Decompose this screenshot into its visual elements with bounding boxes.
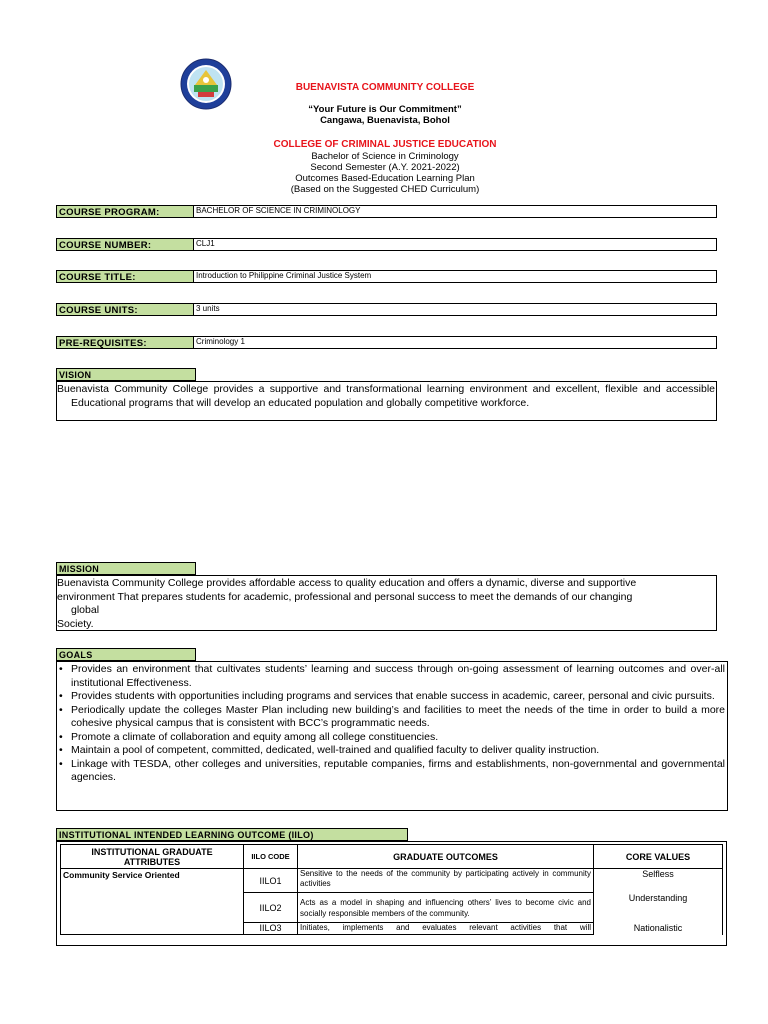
values-header: CORE VALUES <box>594 845 723 869</box>
code-header: IILO CODE <box>244 845 298 869</box>
iilo-table <box>60 844 723 935</box>
goal-item: • Linkage with TESDA, other colleges and universities, reputable companies, firms and establishments, non-governmental and governmental agencies. <box>57 758 725 785</box>
college-name: BUENAVISTA COMMUNITY COLLEGE <box>295 82 475 93</box>
iilo-header-row <box>61 845 723 869</box>
graduate-outcome: Acts as a model in shaping and influencing others’ lives to become civic and socially responsible members of the community. <box>298 893 594 923</box>
core-value: Understanding <box>594 893 723 923</box>
graduate-outcome: Sensitive to the needs of the community by participating actively in community activities <box>298 869 594 893</box>
mission-line-2: environment That prepares students for academic, professional and personal success to meet the demands of our changing <box>57 590 633 603</box>
college-motto: “Your Future is Our Commitment” <box>308 104 462 115</box>
program-name: Bachelor of Science in Criminology <box>311 151 459 162</box>
goal-item: • Periodically update the colleges Master Plan including new building’s and facilities to meet the needs of the time in order to build a more cohesive physical campus that is consistent with BCC’s programmatic needs. <box>57 704 725 731</box>
course-title-value: Introduction to Philippine Criminal Justice System <box>194 270 717 283</box>
iilo-code: IILO1 <box>244 869 298 893</box>
mission-box <box>56 575 717 631</box>
goal-item: • Provides an environment that cultivates students’ learning and success through on-going assessment of learning outcomes and over-all institutional Effectiveness. <box>57 663 725 690</box>
course-units-value: 3 units <box>194 303 717 316</box>
goals-box <box>56 661 728 811</box>
goal-item: • Promote a climate of collaboration and equity among all college constituencies. <box>57 731 725 745</box>
goal-item: • Provides students with opportunities including programs and services that enable success in academic, career, personal and civic pursuits. <box>57 690 725 704</box>
attribute-cell: Community Service Oriented <box>61 869 244 935</box>
mission-line-4: Society. <box>57 617 94 630</box>
prerequisites-value: Criminology 1 <box>194 336 717 349</box>
college-seal-logo <box>180 58 232 110</box>
mission-label: MISSION <box>56 562 196 575</box>
course-program-label: COURSE PROGRAM: <box>56 205 194 218</box>
outcomes-header: GRADUATE OUTCOMES <box>298 845 594 869</box>
course-number-value: CLJ1 <box>194 238 717 251</box>
course-number-label: COURSE NUMBER: <box>56 238 194 251</box>
table-row <box>61 869 723 893</box>
core-value: Nationalistic <box>594 923 723 935</box>
curriculum-basis: (Based on the Suggested CHED Curriculum) <box>290 184 480 195</box>
iilo-code: IILO2 <box>244 893 298 923</box>
goals-list <box>57 663 725 785</box>
course-units-label: COURSE UNITS: <box>56 303 194 316</box>
goals-label: GOALS <box>56 648 196 661</box>
department-name: COLLEGE OF CRIMINAL JUSTICE EDUCATION <box>273 139 497 150</box>
attributes-header: INSTITUTIONAL GRADUATE ATTRIBUTES <box>61 845 244 869</box>
prerequisites-label: PRE-REQUISITES: <box>56 336 194 349</box>
mission-line-1: Buenavista Community College provides affordable access to quality education and offers a dynamic, diverse and supportive <box>57 577 637 589</box>
core-value: Selfless <box>594 869 723 893</box>
iilo-code: IILO3 <box>244 923 298 935</box>
vision-text: Buenavista Community College provides a supportive and transformational learning environment and excellent, flexible and accessible Educational programs that will develop an educated population and globally competitive workforce. <box>56 381 717 421</box>
goal-item: • Maintain a pool of competent, committed, dedicated, well-trained and qualified faculty to deliver quality instruction. <box>57 744 725 758</box>
iilo-label: INSTITUTIONAL INTENDED LEARNING OUTCOME (IILO) <box>56 828 408 841</box>
course-program-value: BACHELOR OF SCIENCE IN CRIMINOLOGY <box>194 205 717 218</box>
semester-info: Second Semester (A.Y. 2021-2022) <box>310 162 460 173</box>
learning-plan-title: Outcomes Based-Education Learning Plan <box>295 173 475 184</box>
course-title-label: COURSE TITLE: <box>56 270 194 283</box>
iilo-frame <box>56 841 727 946</box>
vision-label: VISION <box>56 368 196 381</box>
graduate-outcome: Initiates, implements and evaluates relevant activities that will <box>298 923 594 935</box>
mission-line-3: global <box>71 604 100 616</box>
college-address: Cangawa, Buenavista, Bohol <box>320 115 450 126</box>
